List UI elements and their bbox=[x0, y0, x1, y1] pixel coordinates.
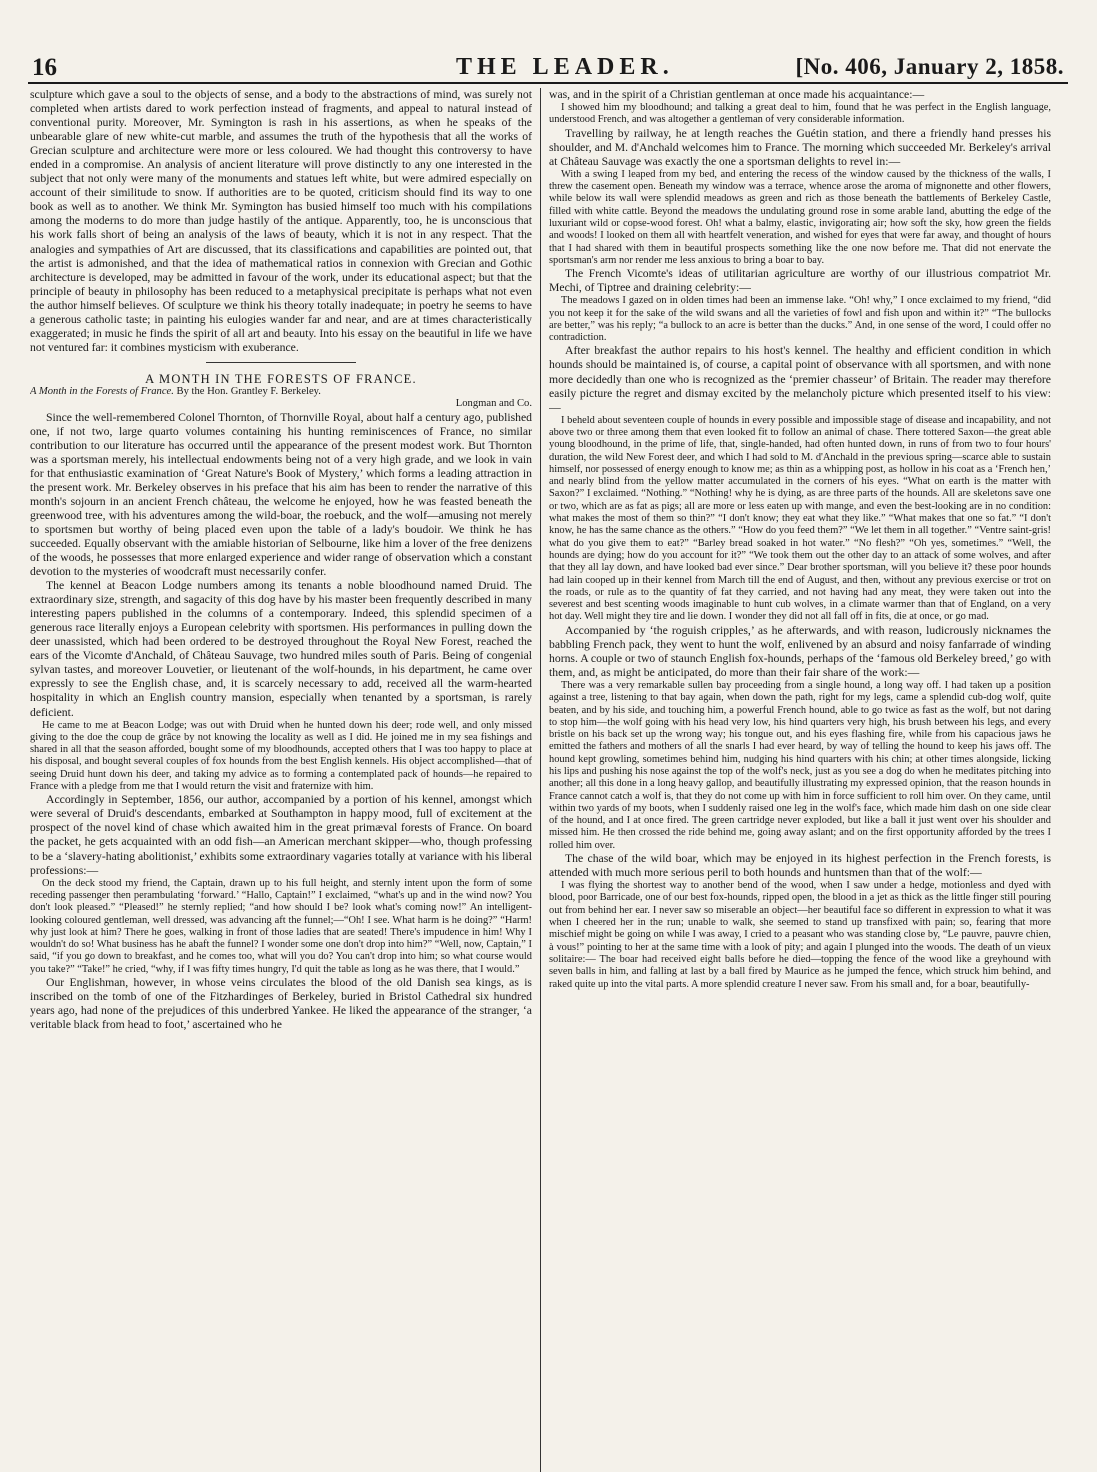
quoted-extract: I was flying the shortest way to another bend of the wood, when I saw under a hedge, motionless and dyed with blood, poor Barricade, one of our best fox-hounds, ripped open, the blood in a jet as thick as the little finger still pouring out from behind her ear. I never saw so miserable an object—her beautiful face so different in expression to what it was when I cheered her in the run; unable to walk, she seemed to stand up transfixed with pain; so, fearing that more mischief might be going on while I was away, I cried to a peasant who was standing close by, “Le pauvre, pauvre chien, à vous!” pointing to her at the same time with a look of pity; and again I plunged into the woods. The death of un vieux solitaire:— The boar had received eight balls before he died—topping the fence of the wood like a greyhound with seven balls in him, and falling at last by a ball fired by Maurice as he jumped the fence, which struck him behind, and raked quite up into the vital parts. A more splendid creature I never saw. From his small and, for a boar, beautifully- bbox=[549, 880, 1051, 990]
quoted-extract: I showed him my bloodhound; and talking a great deal to him, found that he was perfect in the English language, understood French, and was altogether a gentleman of very considerable information. bbox=[549, 102, 1051, 126]
column-divider bbox=[540, 88, 541, 1472]
quoted-extract: I beheld about seventeen couple of hounds in every possible and impossible stage of disease and incapability, and not above two or three among them that even looked fit to follow an animal of chase. There tottered Saxon—the great able young bloodhound, in the prime of life, that, single-handed, had often hunted down, in runs of from two to four hours' duration, the wild New Forest deer, and which I had sold to M. d'Anchald in the previous spring—scarce able to sustain himself, nor possessed of energy enough to know me; as thin as a whipping post, as hollow in his coat as a ‘French hen,’ and nearly blind from the yellow matter accumulated in the corners of his eyes. “What on earth is the matter with Saxon?” I exclaimed. “Nothing.” “Nothing! why he is dying, as are three parts of the hounds. All are skeletons save one or two, which are as fat as pigs; all are more or less eaten up with mange, and even the best-looking are in no condition: what makes the most of them so thin?” “I don't know; they eat what they like.” “What makes that one so fat.” “I don't know, he has the same chance as the others.” “How do you feed them?” “We let them in all together.” “Ventre saint-gris! what do you give them to eat?” “Barley bread soaked in hot water.” “No flesh?” “Oh yes, sometimes.” “Well, the hounds are dying; how do you account for it?” “We took them out the other day to an attack of some wolves, and after that they all lay down, and have looked bad ever since.” Dear brother sportsman, will you believe it? these poor hounds had lain cooped up in their kennel from March till the end of August, and then, without any previous exercise or trot on the roads, or rule as to the quantity of fat they carried, and not having had any meat, they were taken out into the severest and best scenting woods imaginable to hunt cub wolves, in a climate warmer than that of England, on a very hot day. Well might they tire and lie down. I wonder they did not all fall off in fits, die at once, or go mad. bbox=[549, 414, 1051, 623]
issue-info: [No. 406, January 2, 1858. bbox=[795, 54, 1064, 79]
article-paragraph: Accordingly in September, 1856, our author, accompanied by a portion of his kennel, amongst which were several of Druid's descendants, embarked at Southampton in happy mood, full of excitement at the prospect of the novel kind of chase which awaited him in the great primæval forests of France. On board the packet, he gets acquainted with an odd fish—an American merchant skipper—who, though professing to be a ‘slavery-hating abolitionist,’ exhibits some extraordinary vagaries totally at variance with his liberal professions:— bbox=[30, 793, 532, 877]
review-byline bbox=[30, 386, 532, 398]
article-paragraph: Our Englishman, however, in whose veins circulates the blood of the old Danish sea kings, as is inscribed on the tomb of one of the Fitzhardinges of Berkeley, buried in Bristol Cathedral six hundred years ago, had none of the prejudices of this underbred Yankee. He liked the appearance of the stranger, ‘a veritable black from head to foot,’ ascertained who he bbox=[30, 976, 532, 1032]
article-headline: A MONTH IN THE FORESTS OF FRANCE. bbox=[145, 371, 417, 386]
quoted-extract: With a swing I leaped from my bed, and entering the recess of the window caused by the thickness of the walls, I threw the casement open. Beneath my window was a terrace, whence arose the aroma of mignonette and other flowers, while below its wall were splendid meadows as green and rich as those beneath the battlements of Berkeley Castle, filled with white cattle. Beyond the meadows the undulating ground rose in some arable land, abutting the edge of the luxuriant wild or copse-wood forest. Oh! what a balmy, elastic, invigorating air; how soft the sky, how green the fields and woods! I looked on them all with heartfelt veneration, and wished for eyes that were far away, and thought of hours that I had shared with them in beautiful prospects something like the one now before me. That did not enervate the sportsman's arm nor render me less anxious to bring a boar to bay. bbox=[549, 168, 1051, 266]
left-column bbox=[30, 88, 532, 1472]
article-paragraph: sculpture which gave a soul to the objects of sense, and a body to the abstractions of mind, was surely not completed when artists dared to work perfection instead of fragments, and appeal to natural instead of conventional purity. Moreover, Mr. Symington is rash in his assertions, as when he speaks of the unbearable glare of new white-cut marble, and assumes the truth of the hypothesis that all the works of Grecian sculpture and architecture were more or less coloured. We had thought this controversy to have ended in a compromise. An analysis of ancient literature will prove distinctly to any one interested in the subject that not only were many of the monuments and statues left white, but were admired especially on account of their similitude to snow. If authorities are to be quoted, criticism should find its way to one book as well as to another. We think Mr. Symington has busied himself too much with his compilations among the moderns to do more than judge hastily of the antique. Apparently, too, he is unconscious that his work falls short of being an analysis of the laws of beauty, which it is not in any respect. That the analogies and sympathies of Art are discussed, that its classifications and capabilities are pointed out, that the artist is admonished, and that the idea of mathematical ratios in connexion with Grecian and Gothic architecture is developed, may be admitted in favour of the work, under its educational aspect; but that the principle of beauty in philosophy has been reduced to a metaphysical precipitate is perhaps what not even the author himself believes. Of sculpture we think his theory totally inadequate; in poetry he seems to have a generous catholic taste; in painting his eulogies wander far and near, and are at times characteristically exaggerated; in music he finds the spirit of all art and beauty. Into his essay on the beautiful in life we have not ventured far: it combines mysticism with exuberance. bbox=[30, 88, 532, 354]
quoted-extract: On the deck stood my friend, the Captain, drawn up to his full height, and sternly intent upon the form of some receding passenger then perambulating ‘forward.’ “Hallo, Captain!” I exclaimed, “what's up and in the wind now? You don't look pleased.” “Pleased!” he sternly replied; “and how should I be? look what's coming now!” An intelligent-looking coloured gentleman, well dressed, was advancing aft the funnel;—“Oh! I see. What harm is he doing?” “Harm! why just look at him? There he goes, walking in front of those ladies that are seated! There's impudence in him! Why I wouldn't do so! What business has he abaft the funnel? I wonder some one don't drop into him?” “Well, now, Captain,” I said, “if you go down to breakfast, and he comes too, what will you do? You can't drop into him; so what course would you take?” “Take!” he cried, “why, if I was fifty times hungry, I'd quit the table as long as he was there, that I would.” bbox=[30, 877, 532, 975]
quoted-extract: There was a very remarkable sullen bay proceeding from a single hound, a long way off. I had taken up a position against a tree, listening to that bay again, when down the path, right for my legs, came a splendid cub-dog wolf, quite beaten, and by his side, and touching him, a powerful French hound, able to go twice as fast as the wolf, but not daring to stop him—the wolf going with his head very low, his hind quarters very high, his brush between his legs, and every bristle on his back set up the wrong way; his tongue out, and his eyes flashing fire, while from his capacious jaws he emitted the fathers and mothers of all the snarls I had ever heard, by way of telling the hound to keep his jaws off. The hound kept growling, sometimes behind him, nudging his hind quarters with his chin; at other times alongside, licking his lips and pushing his nose against the top of the wolf's neck, just as you see a dog do when he meditates pitching into another; all this done in a long heavy gallop, and beautifully illustrating my expressed opinion, that the reason hounds in France cannot catch a wolf is, that they do not come up with him in force sufficient to roll him over. On they came, until within two yards of my boots, when I suddenly raised one leg in the wolf's face, which made him dash on one side clear of the hound, and I at once fired. The green cartridge never exploded, but like a ball it just went over his shoulder and missed him. He then crossed the ride behind me, going away aslant; and on the first opportunity afforded by the trees I rolled him over. bbox=[549, 679, 1051, 851]
book-title: A Month in the Forests of France. bbox=[30, 385, 174, 397]
article-paragraph: was, and in the spirit of a Christian gentleman at once made his acquaintance:— bbox=[549, 88, 925, 101]
masthead: THE LEADER. bbox=[456, 54, 674, 80]
article-paragraph: The chase of the wild boar, which may be enjoyed in its highest perfection in the French forests, is attended with much more serious peril to both hounds and huntsmen than that of the wolf:— bbox=[549, 852, 1051, 880]
article-paragraph: Accompanied by ‘the roguish cripples,’ as he afterwards, and with reason, ludicrously nicknames the babbling French pack, they went to hunt the wolf, enlivened by an absurd and noisy fanfarrade of winding horns. A couple or two of staunch English fox-hounds, perhaps of the ‘famous old Berkeley breed,’ go with them, and, as might be anticipated, do more than their fair share of the work:— bbox=[549, 623, 1051, 679]
right-column bbox=[549, 88, 1051, 1472]
section-divider bbox=[206, 362, 356, 363]
quoted-extract: He came to me at Beacon Lodge; was out with Druid when he hunted down his deer; rode well, and only missed giving to the doe the coup de grâce by not knowing the locality as well as I did. He joined me in my sea fishings and shared in all that the season afforded, bought some of my bloodhounds, accepted others that I was too happy to place at his disposal, and bought several couples of fox hounds from the best English kennels. His object accomplished—that of seeing Druid hunt down his deer, and taking my advice as to forming a contemplated pack of hounds—he repaired to France with a pledge from me that I would return the visit and fraternize with him. bbox=[30, 719, 532, 793]
article-paragraph: The French Vicomte's ideas of utilitarian agriculture are worthy of our illustrious compatriot Mr. Mechi, of Tiptree and draining celebrity:— bbox=[549, 267, 1051, 295]
article-paragraph: Since the well-remembered Colonel Thornton, of Thornville Royal, about half a century ago, published one, if not two, large quarto volumes containing his hunting reminiscences of France, no similar contribution to our literature has occurred until the appearance of the present modest work. But Thornton was a sportsman merely, his intellectual endowments being not of a very high grade, and we look in vain for that enthusiastic examination of ‘Great Nature's Book of Mystery,’ which forms a leading attraction in the present work. Mr. Berkeley observes in his preface that his aim has been to render the narrative of this month's sojourn in an ancient French château, the welcome he enjoyed, how he was feasted beneath the greenwood tree, with his adventures among the wild-boar, the roebuck, and the wolf—amusing not merely to sportsmen but worthy of being placed even upon the table of a lady's boudoir. We think he has succeeded. Equally observant with the amiable historian of Selbourne, like him a lover of the free denizens of the woods, he possesses that more enlarged experience and wider range of observation which a constant devotion to the mysteries of woodcraft must necessarily confer. bbox=[30, 410, 532, 579]
book-author: By the Hon. Grantley F. Berkeley. bbox=[176, 385, 321, 397]
article-paragraph: Travelling by railway, he at length reaches the Guétin station, and there a friendly hand presses his shoulder, and M. d'Anchald welcomes him to France. The morning which succeeded Mr. Berkeley's arrival at Château Sauvage was exactly the one a sportsman delights to revel in:— bbox=[549, 126, 1051, 168]
page-number: 16 bbox=[32, 54, 57, 81]
book-publisher: Longman and Co. bbox=[455, 398, 532, 410]
quoted-extract: The meadows I gazed on in olden times had been an immense lake. “Oh! why,” I once exclaimed to my friend, “did you not keep it for the sake of the wild swans and all the varieties of fowl and fish upon and within it?” “The bullocks are better,” was his reply; “a bullock to an acre is better than the ducks.” And, in one sense of the word, I could offer no contradiction. bbox=[549, 295, 1051, 344]
article-paragraph: The kennel at Beacon Lodge numbers among its tenants a noble bloodhound named Druid. The extraordinary size, strength, and sagacity of this dog have by his master been frequently described in many interesting papers published in the columns of a contemporary. Indeed, this splendid specimen of a generous race literally enjoys a European celebrity with sportsmen. His performances in pulling down the deer unassisted, which had been ordered to be destroyed throughout the Royal New Forest, reached the ears of the Vicomte d'Anchald, of Château Sauvage, two hundred miles south of Paris. Being of congenial sylvan tastes, and moreover Louvetier, or lieutenant of the wolf-hounds, in his department, he came over expressly to see the English chase, and, it is scarcely necessary to add, received all the warm-hearted hospitality in which an English country mansion, especially when tenanted by a sportsman, is rarely deficient. bbox=[30, 579, 532, 719]
article-paragraph: After breakfast the author repairs to his host's kennel. The healthy and efficient condition in which hounds should be maintained is, of course, a capital point of observance with all sportsmen, and with none more decidedly than one who is recognized as the ‘premier chasseur’ of Britain. The reader may therefore easily picture the regret and dismay excited by the melancholy picture which presented itself to his view:— bbox=[549, 344, 1051, 414]
page-header bbox=[28, 56, 1068, 84]
